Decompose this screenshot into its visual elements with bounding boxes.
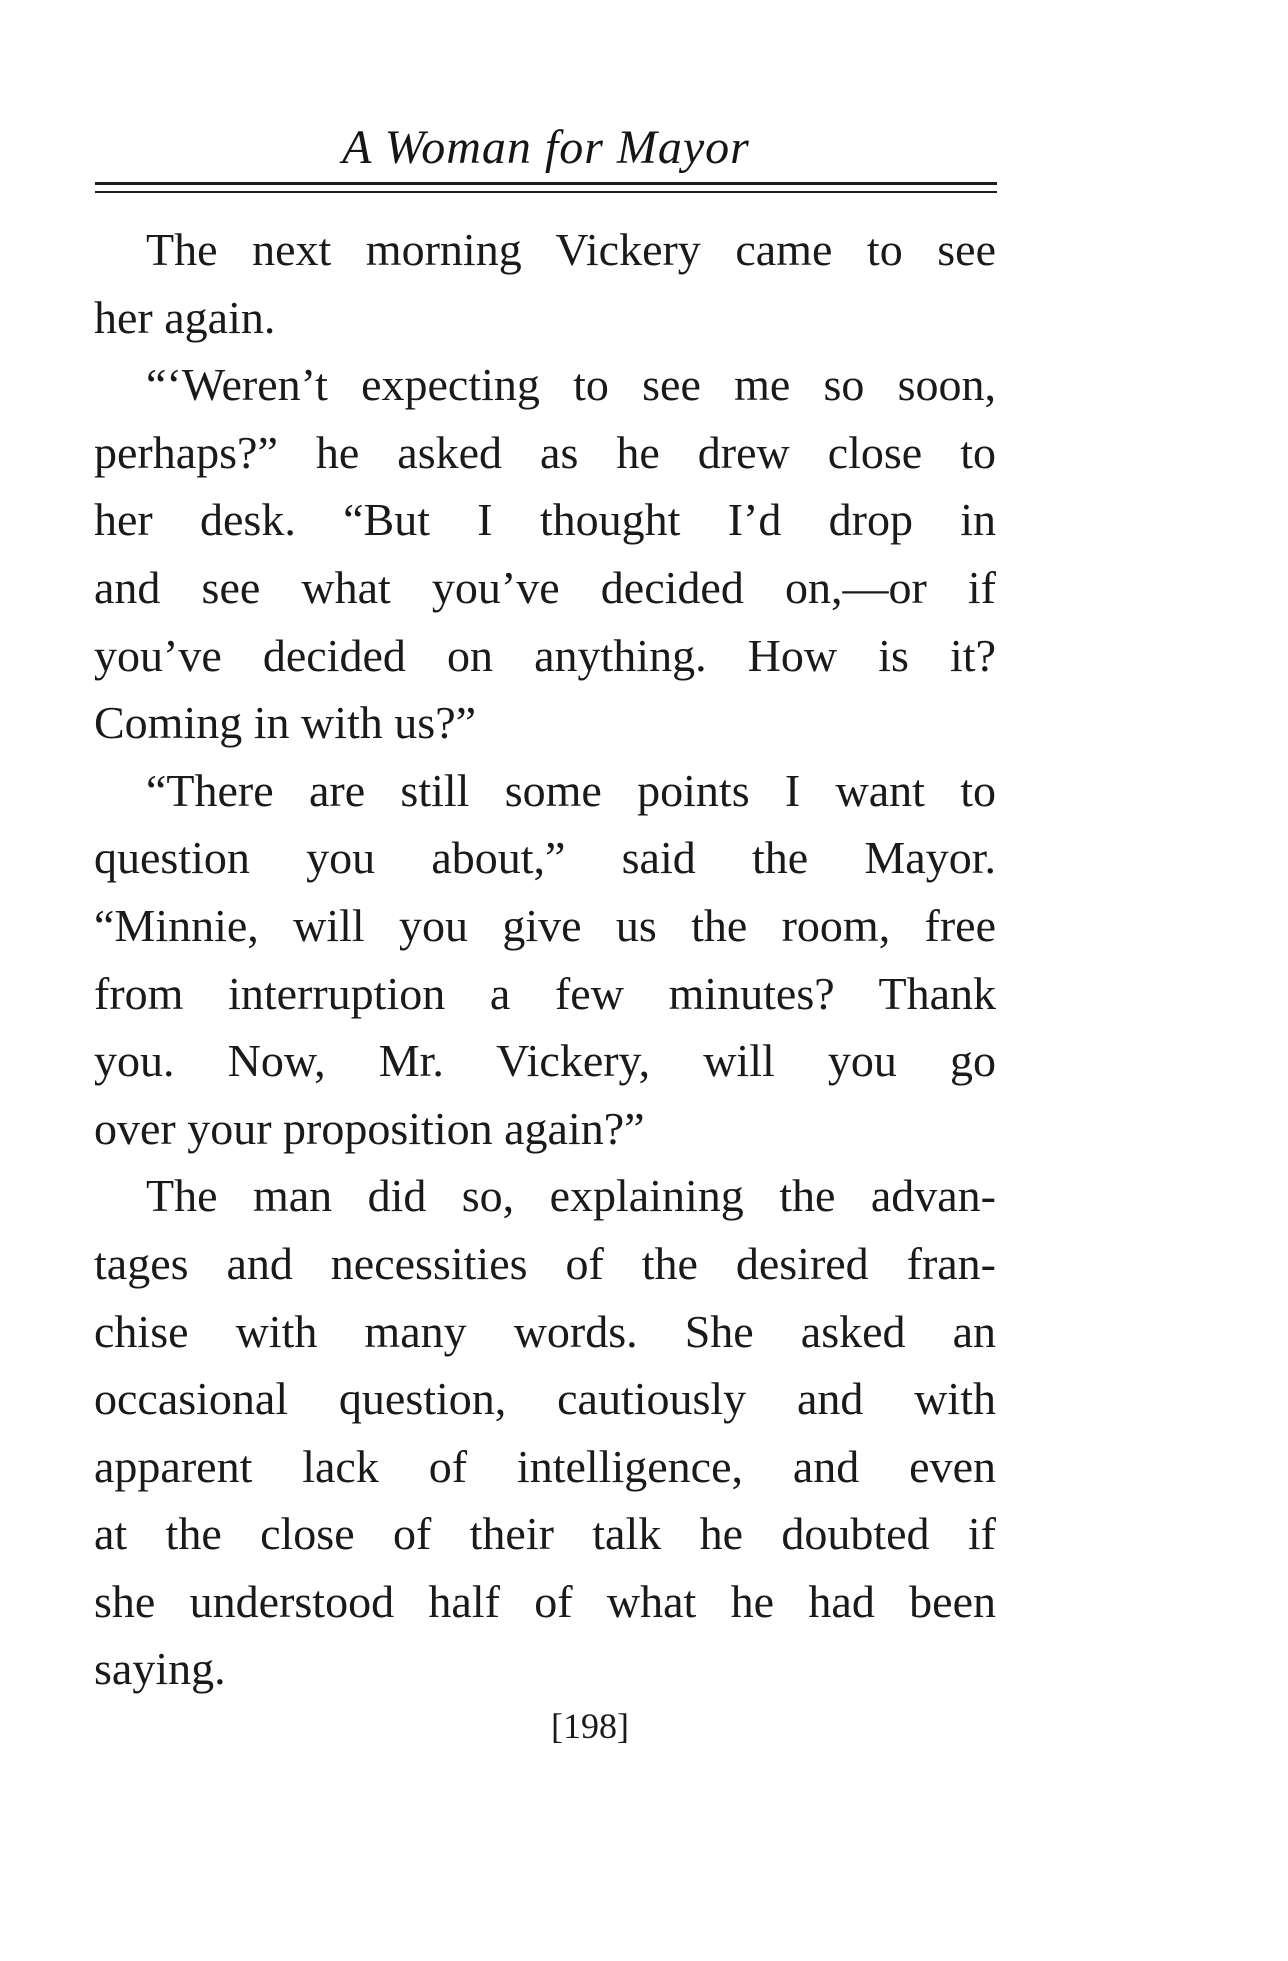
text-line: The next morning Vickery came to see (146, 224, 996, 275)
text-line: question you about,” said the Mayor. (94, 832, 996, 884)
header-rule-thick (95, 182, 997, 185)
text-line: “‘Weren’t expecting to see me so soon, (146, 359, 996, 411)
text-line: you’ve decided on anything. How is it? (94, 629, 996, 681)
text-line: from interruption a few minutes? Thank (94, 967, 996, 1019)
text-line: perhaps?” he asked as he drew close to (94, 426, 996, 478)
text-line: tages and necessities of the desired fran- (94, 1237, 996, 1289)
text-line: at the close of their talk he doubted if (94, 1508, 996, 1560)
text-line: you. Now, Mr. Vickery, will you go (94, 1035, 996, 1087)
text-line: The man did so, explaining the advan- (146, 1170, 996, 1222)
text-line: over your proposition again?” (94, 1102, 645, 1154)
text-line: “There are still some points I want to (146, 764, 996, 816)
text-line: and see what you’ve decided on,—or if (94, 561, 996, 613)
text-line: her again. (94, 291, 276, 343)
text-line: she understood half of what he had been (94, 1575, 996, 1627)
text-line: Coming in with us?” (94, 697, 477, 749)
text-line: her desk. “But I thought I’d drop in (94, 494, 996, 546)
text-line: saying. (94, 1643, 226, 1695)
text-line: apparent lack of intelligence, and even (94, 1440, 996, 1492)
page-number: [198] (551, 1706, 629, 1746)
text-line: “Minnie, will you give us the room, free (94, 899, 996, 951)
body-text (94, 216, 996, 1703)
text-line: occasional question, cautiously and with (94, 1373, 996, 1425)
text-line: chise with many words. She asked an (94, 1305, 996, 1357)
header-rule-thin (95, 191, 997, 193)
running-head: A Woman for Mayor (342, 121, 750, 174)
